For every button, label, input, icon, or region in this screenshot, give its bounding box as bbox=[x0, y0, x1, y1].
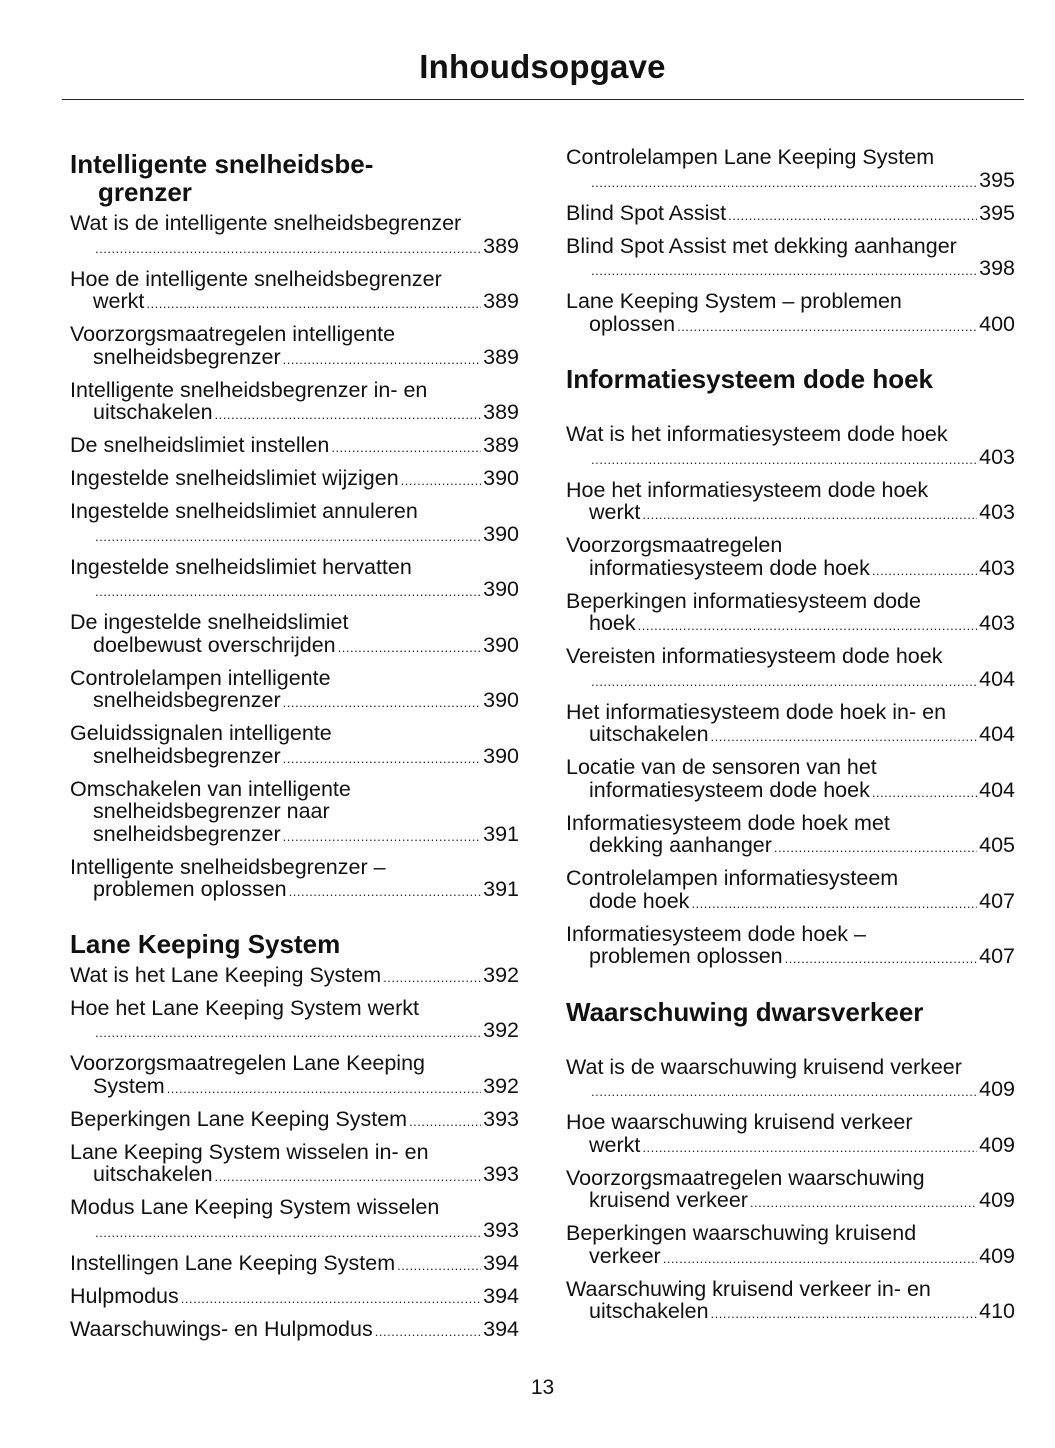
dot-leader bbox=[750, 1192, 977, 1215]
toc-entry-text: Controlelampen informatiesysteem bbox=[566, 866, 899, 890]
toc-entry[interactable] bbox=[70, 1285, 519, 1311]
toc-entry-page: 392 bbox=[483, 962, 519, 987]
toc-entry-leader-line bbox=[70, 235, 519, 261]
toc-entry-text: Voorzorgsmaatregelen bbox=[566, 533, 783, 557]
toc-entry-text: dode hoek bbox=[589, 888, 690, 913]
dot-leader bbox=[283, 748, 481, 771]
toc-entry-leader-line bbox=[566, 779, 1015, 805]
toc-entry-page: 393 bbox=[483, 1217, 519, 1242]
toc-entry[interactable] bbox=[70, 667, 519, 715]
toc-entry-text: Het informatiesysteem dode hoek in- en bbox=[566, 699, 947, 724]
toc-entry-leader-line bbox=[70, 1075, 519, 1101]
toc-entry[interactable] bbox=[566, 1111, 1015, 1159]
dot-leader bbox=[591, 1081, 977, 1104]
toc-entry[interactable] bbox=[70, 1141, 519, 1189]
toc-entry[interactable] bbox=[70, 778, 519, 849]
dot-leader bbox=[711, 726, 978, 749]
toc-entry-text: Wat is de intelligente snelheidsbegrenzer bbox=[70, 211, 462, 235]
toc-entry[interactable] bbox=[566, 534, 1015, 582]
left-column bbox=[70, 146, 519, 1351]
toc-entry-page: 392 bbox=[483, 1018, 519, 1042]
toc-entry-leader-line bbox=[70, 434, 519, 460]
toc-list-lane-keeping-continued bbox=[566, 146, 1015, 338]
toc-entry-page: 398 bbox=[979, 256, 1015, 280]
toc-entry-text: Wat is het informatiesysteem dode hoek bbox=[566, 422, 948, 446]
toc-entry[interactable] bbox=[566, 1222, 1015, 1270]
toc-entry-page: 409 bbox=[979, 1077, 1015, 1101]
toc-entry[interactable] bbox=[566, 290, 1015, 338]
toc-entry-text: Waarschuwing kruisend verkeer in- en bbox=[566, 1276, 931, 1301]
toc-entry-leader-line bbox=[70, 1252, 519, 1278]
toc-entry[interactable] bbox=[70, 856, 519, 904]
toc-entry-text: problemen oplossen bbox=[589, 944, 783, 968]
toc-entry-text: informatiesysteem dode hoek bbox=[589, 777, 870, 802]
right-column bbox=[566, 146, 1015, 1333]
page-title: Inhoudsopgave bbox=[419, 48, 666, 85]
toc-entry-page: 389 bbox=[483, 400, 519, 424]
toc-entry-text: Modus Lane Keeping System wisselen bbox=[70, 1195, 440, 1219]
toc-entry-page: 394 bbox=[483, 1283, 519, 1308]
toc-entry-text: Hoe waarschuwing kruisend verkeer bbox=[566, 1110, 913, 1134]
toc-entry[interactable] bbox=[70, 1318, 519, 1344]
dot-leader bbox=[642, 504, 977, 527]
toc-entry[interactable] bbox=[70, 379, 519, 427]
toc-entry[interactable] bbox=[566, 590, 1015, 638]
toc-entry-text: doelbewust overschrijden bbox=[93, 632, 336, 657]
toc-entry[interactable] bbox=[70, 964, 519, 990]
toc-entry-page: 390 bbox=[483, 688, 519, 712]
toc-entry-page: 389 bbox=[483, 344, 519, 369]
toc-entry-text: Locatie van de sensoren van het bbox=[566, 755, 877, 779]
toc-entry-leader-line bbox=[70, 346, 519, 372]
toc-entry-leader-line bbox=[70, 1108, 519, 1134]
toc-entry-text: Omschakelen van intelligente bbox=[70, 776, 351, 801]
toc-entry-text: Hoe het informatiesysteem dode hoek bbox=[566, 477, 929, 502]
toc-entry[interactable] bbox=[566, 1056, 1015, 1104]
toc-entry-page: 389 bbox=[483, 433, 519, 457]
toc-entry-text: hoek bbox=[589, 611, 636, 635]
toc-entry-leader-line bbox=[70, 1163, 519, 1189]
toc-entry-leader-line bbox=[566, 557, 1015, 583]
dot-leader bbox=[591, 671, 977, 694]
toc-entry[interactable] bbox=[566, 235, 1015, 283]
toc-entry-text: snelheidsbegrenzer bbox=[93, 344, 281, 369]
toc-entry-text: Instellingen Lane Keeping System bbox=[70, 1250, 396, 1275]
toc-entry-page: 393 bbox=[483, 1106, 519, 1131]
toc-list-lane-keeping bbox=[70, 964, 519, 1344]
toc-entry-leader-line bbox=[70, 401, 519, 427]
dot-leader bbox=[167, 1078, 481, 1101]
toc-entry[interactable] bbox=[70, 1252, 519, 1278]
toc-entry-text: Blind Spot Assist bbox=[566, 200, 727, 225]
toc-entry-text: Lane Keeping System – problemen bbox=[566, 289, 902, 313]
toc-entry-text: werkt bbox=[589, 500, 641, 524]
toc-entry-page: 404 bbox=[979, 666, 1015, 691]
toc-entry[interactable] bbox=[566, 423, 1015, 471]
toc-entry[interactable] bbox=[566, 701, 1015, 749]
toc-entry[interactable] bbox=[566, 479, 1015, 527]
toc-entry-page: 393 bbox=[483, 1162, 519, 1186]
toc-entry-page: 404 bbox=[979, 777, 1015, 802]
toc-entry-page: 389 bbox=[483, 233, 519, 258]
toc-entry-text: Wat is de waarschuwing kruisend verkeer bbox=[566, 1054, 962, 1079]
dot-leader bbox=[283, 349, 481, 372]
toc-entry-text: Wat is het Lane Keeping System bbox=[70, 962, 382, 987]
dot-leader bbox=[338, 637, 482, 660]
toc-entry-text: Beperkingen waarschuwing kruisend bbox=[566, 1221, 917, 1245]
toc-entry-text: snelheidsbegrenzer naar bbox=[93, 799, 330, 823]
toc-entry-text: Controlelampen intelligente bbox=[70, 665, 331, 690]
toc-entry-text: Hoe het Lane Keeping System werkt bbox=[70, 995, 419, 1020]
toc-entry[interactable] bbox=[70, 1108, 519, 1134]
toc-entry-leader-line bbox=[70, 467, 519, 493]
toc-entry[interactable] bbox=[566, 812, 1015, 860]
toc-entry-page: 392 bbox=[483, 1073, 519, 1098]
toc-entry-page: 389 bbox=[483, 289, 519, 313]
dot-leader bbox=[691, 893, 977, 916]
toc-entry-leader-line bbox=[566, 890, 1015, 916]
dot-leader bbox=[401, 470, 481, 493]
toc-entry-text: uitschakelen bbox=[93, 1162, 213, 1186]
toc-entry-text: informatiesysteem dode hoek bbox=[589, 555, 870, 580]
toc-entry-text: snelheidsbegrenzer bbox=[93, 821, 281, 846]
dot-leader bbox=[146, 293, 481, 316]
dot-leader bbox=[289, 881, 481, 904]
toc-entry-text: werkt bbox=[589, 1132, 641, 1157]
dot-leader bbox=[397, 1255, 481, 1278]
dot-leader bbox=[663, 1248, 977, 1271]
toc-entry-leader-line bbox=[70, 1219, 519, 1245]
dot-leader bbox=[711, 1303, 978, 1326]
toc-entry[interactable] bbox=[70, 611, 519, 659]
toc-entry-page: 409 bbox=[979, 1243, 1015, 1268]
toc-list-speed-limiter bbox=[70, 212, 519, 904]
toc-entry-leader-line bbox=[566, 169, 1015, 195]
toc-entry-text: oplossen bbox=[589, 311, 676, 336]
toc-entry[interactable] bbox=[70, 1052, 519, 1100]
toc-entry-text: dekking aanhanger bbox=[589, 833, 772, 857]
toc-entry[interactable] bbox=[566, 645, 1015, 693]
toc-entry-text: System bbox=[93, 1073, 165, 1098]
toc-entry-text: Voorzorgsmaatregelen waarschuwing bbox=[566, 1165, 925, 1190]
toc-entry-page: 405 bbox=[979, 833, 1015, 857]
toc-entry-leader-line bbox=[70, 1285, 519, 1311]
toc-entry-text: Hulpmodus bbox=[70, 1283, 179, 1308]
toc-entry-leader-line bbox=[566, 446, 1015, 472]
toc-entry[interactable] bbox=[566, 756, 1015, 804]
toc-list-blind-spot bbox=[566, 423, 1015, 971]
toc-entry-leader-line bbox=[566, 723, 1015, 749]
dot-leader bbox=[95, 526, 481, 549]
toc-entry-page: 403 bbox=[979, 500, 1015, 524]
toc-entry-text: Informatiesysteem dode hoek – bbox=[566, 921, 866, 946]
toc-entry-leader-line bbox=[566, 668, 1015, 694]
toc-entry-leader-line bbox=[70, 689, 519, 715]
toc-list-cross-traffic bbox=[566, 1056, 1015, 1326]
toc-entry-page: 390 bbox=[483, 521, 519, 546]
toc-entry-page: 390 bbox=[483, 577, 519, 601]
toc-entry-text: uitschakelen bbox=[589, 722, 709, 746]
toc-entry[interactable] bbox=[566, 202, 1015, 228]
dot-leader bbox=[331, 437, 481, 460]
toc-entry-text: Blind Spot Assist met dekking aanhanger bbox=[566, 233, 957, 258]
toc-entry[interactable] bbox=[70, 467, 519, 493]
dot-leader bbox=[642, 1137, 977, 1160]
toc-entry-leader-line bbox=[566, 1134, 1015, 1160]
toc-entry-leader-line bbox=[70, 1318, 519, 1344]
dot-leader bbox=[591, 172, 977, 195]
toc-entry-text: Intelligente snelheidsbegrenzer in- en bbox=[70, 377, 428, 402]
toc-entry-page: 400 bbox=[979, 311, 1015, 336]
toc-entry-page: 407 bbox=[979, 944, 1015, 968]
toc-entry-page: 394 bbox=[483, 1316, 519, 1341]
toc-entry-text: De ingestelde snelheidslimiet bbox=[70, 610, 349, 634]
toc-entry-leader-line bbox=[70, 290, 519, 316]
dot-leader bbox=[677, 316, 977, 339]
dot-leader bbox=[95, 581, 481, 604]
toc-entry-leader-line bbox=[566, 1300, 1015, 1326]
section-heading-speed-limiter: Intelligente snelheidsbe- grenzer bbox=[70, 149, 374, 207]
toc-entry-text: Ingestelde snelheidslimiet annuleren bbox=[70, 499, 418, 523]
toc-entry-text: snelheidsbegrenzer bbox=[93, 688, 281, 712]
toc-entry-page: 404 bbox=[979, 722, 1015, 746]
toc-entry-leader-line bbox=[70, 523, 519, 549]
dot-leader bbox=[638, 615, 978, 638]
toc-entry[interactable] bbox=[70, 1196, 519, 1244]
toc-entry[interactable] bbox=[70, 722, 519, 770]
dot-leader bbox=[95, 1022, 481, 1045]
toc-entry-leader-line bbox=[566, 202, 1015, 228]
toc-entry-leader-line bbox=[566, 945, 1015, 971]
section-heading-lane-keeping: Lane Keeping System bbox=[70, 928, 341, 959]
toc-entry[interactable] bbox=[566, 867, 1015, 915]
toc-entry[interactable] bbox=[70, 997, 519, 1045]
toc-entry-leader-line bbox=[566, 834, 1015, 860]
toc-entry-page: 410 bbox=[979, 1299, 1015, 1323]
toc-entry[interactable] bbox=[566, 1278, 1015, 1326]
toc-entry-text: Geluidssignalen intelligente bbox=[70, 721, 332, 745]
toc-entry[interactable] bbox=[70, 500, 519, 548]
toc-entry-page: 403 bbox=[979, 444, 1015, 469]
toc-entry[interactable] bbox=[70, 268, 519, 316]
toc-entry[interactable] bbox=[70, 212, 519, 260]
dot-leader bbox=[872, 782, 977, 805]
dot-leader bbox=[283, 692, 481, 715]
toc-entry-page: 403 bbox=[979, 555, 1015, 580]
toc-entry-leader-line bbox=[566, 257, 1015, 283]
toc-entry-leader-line bbox=[70, 823, 519, 849]
toc-entry-page: 409 bbox=[979, 1132, 1015, 1157]
toc-entry-text: snelheidsbegrenzer bbox=[93, 743, 281, 768]
toc-entry-text: De snelheidslimiet instellen bbox=[70, 433, 330, 457]
toc-entry-leader-line bbox=[566, 1189, 1015, 1215]
toc-entry[interactable] bbox=[70, 323, 519, 371]
toc-entry-leader-line bbox=[566, 612, 1015, 638]
toc-entry-text: Informatiesysteem dode hoek met bbox=[566, 810, 890, 835]
toc-entry-text: Beperkingen informatiesysteem dode bbox=[566, 588, 921, 613]
toc-entry-text: Ingestelde snelheidslimiet wijzigen bbox=[70, 466, 399, 490]
toc-entry-text: verkeer bbox=[589, 1243, 661, 1268]
dot-leader bbox=[728, 205, 977, 228]
toc-entry-page: 394 bbox=[483, 1250, 519, 1275]
toc-entry-text: Waarschuwings- en Hulpmodus bbox=[70, 1316, 373, 1341]
toc-entry-text: Intelligente snelheidsbegrenzer – bbox=[70, 854, 386, 879]
toc-entry-leader-line bbox=[70, 578, 519, 604]
toc-entry-leader-line bbox=[566, 1245, 1015, 1271]
toc-entry-text: Lane Keeping System wisselen in- en bbox=[70, 1139, 429, 1164]
dot-leader bbox=[409, 1111, 481, 1134]
toc-entry-leader-line bbox=[70, 634, 519, 660]
toc-entry-page: 395 bbox=[979, 167, 1015, 192]
dot-leader bbox=[375, 1321, 481, 1344]
dot-leader bbox=[215, 1166, 482, 1189]
toc-entry-leader-line bbox=[566, 1078, 1015, 1104]
toc-entry-text: werkt bbox=[93, 289, 145, 313]
toc-entry-leader-line bbox=[566, 501, 1015, 527]
toc-entry-page: 391 bbox=[483, 821, 519, 846]
toc-entry-page: 390 bbox=[483, 743, 519, 768]
toc-entry[interactable] bbox=[566, 1167, 1015, 1215]
title-divider bbox=[62, 99, 1024, 100]
toc-entry[interactable] bbox=[70, 434, 519, 460]
toc-entry-page: 403 bbox=[979, 611, 1015, 635]
toc-entry-text: problemen oplossen bbox=[93, 877, 287, 901]
toc-entry-leader-line bbox=[566, 313, 1015, 339]
toc-entry-text: Beperkingen Lane Keeping System bbox=[70, 1106, 408, 1131]
section-heading-blind-spot: Informatiesysteem dode hoek bbox=[566, 364, 933, 394]
toc-entry-text: Voorzorgsmaatregelen intelligente bbox=[70, 322, 396, 346]
dot-leader bbox=[774, 837, 977, 860]
dot-leader bbox=[283, 826, 481, 849]
dot-leader bbox=[215, 404, 482, 427]
toc-entry[interactable] bbox=[70, 556, 519, 604]
toc-entry-text: uitschakelen bbox=[93, 400, 213, 424]
toc-entry-text: Controlelampen Lane Keeping System bbox=[566, 145, 935, 169]
toc-entry-page: 409 bbox=[979, 1188, 1015, 1212]
toc-entry-leader-line bbox=[70, 964, 519, 990]
dot-leader bbox=[181, 1288, 481, 1311]
toc-entry-page: 390 bbox=[483, 466, 519, 490]
toc-entry-text: Vereisten informatiesysteem dode hoek bbox=[566, 644, 943, 668]
dot-leader bbox=[95, 1222, 481, 1245]
toc-entry-page: 390 bbox=[483, 632, 519, 657]
toc-entry-text: Voorzorgsmaatregelen Lane Keeping bbox=[70, 1051, 426, 1075]
toc-entry-page: 395 bbox=[979, 200, 1015, 225]
toc-entry-leader-line bbox=[70, 1019, 519, 1045]
dot-leader bbox=[872, 560, 977, 583]
toc-entry-page: 391 bbox=[483, 877, 519, 901]
toc-entry[interactable] bbox=[566, 146, 1015, 194]
dot-leader bbox=[383, 967, 481, 990]
dot-leader bbox=[785, 948, 977, 971]
toc-entry-text: uitschakelen bbox=[589, 1299, 709, 1323]
dot-leader bbox=[591, 260, 977, 283]
toc-entry-leader-line bbox=[70, 745, 519, 771]
page-number: 13 bbox=[530, 1376, 555, 1399]
dot-leader bbox=[591, 449, 977, 472]
toc-entry-text: Ingestelde snelheidslimiet hervatten bbox=[70, 554, 412, 579]
toc-entry-text: kruisend verkeer bbox=[589, 1188, 748, 1212]
dot-leader bbox=[95, 238, 481, 261]
toc-entry-page: 407 bbox=[979, 888, 1015, 913]
toc-entry-text: Hoe de intelligente snelheidsbegrenzer bbox=[70, 266, 442, 291]
toc-entry-leader-line bbox=[70, 878, 519, 904]
section-heading-cross-traffic: Waarschuwing dwarsverkeer bbox=[566, 996, 924, 1027]
toc-entry[interactable] bbox=[566, 923, 1015, 971]
